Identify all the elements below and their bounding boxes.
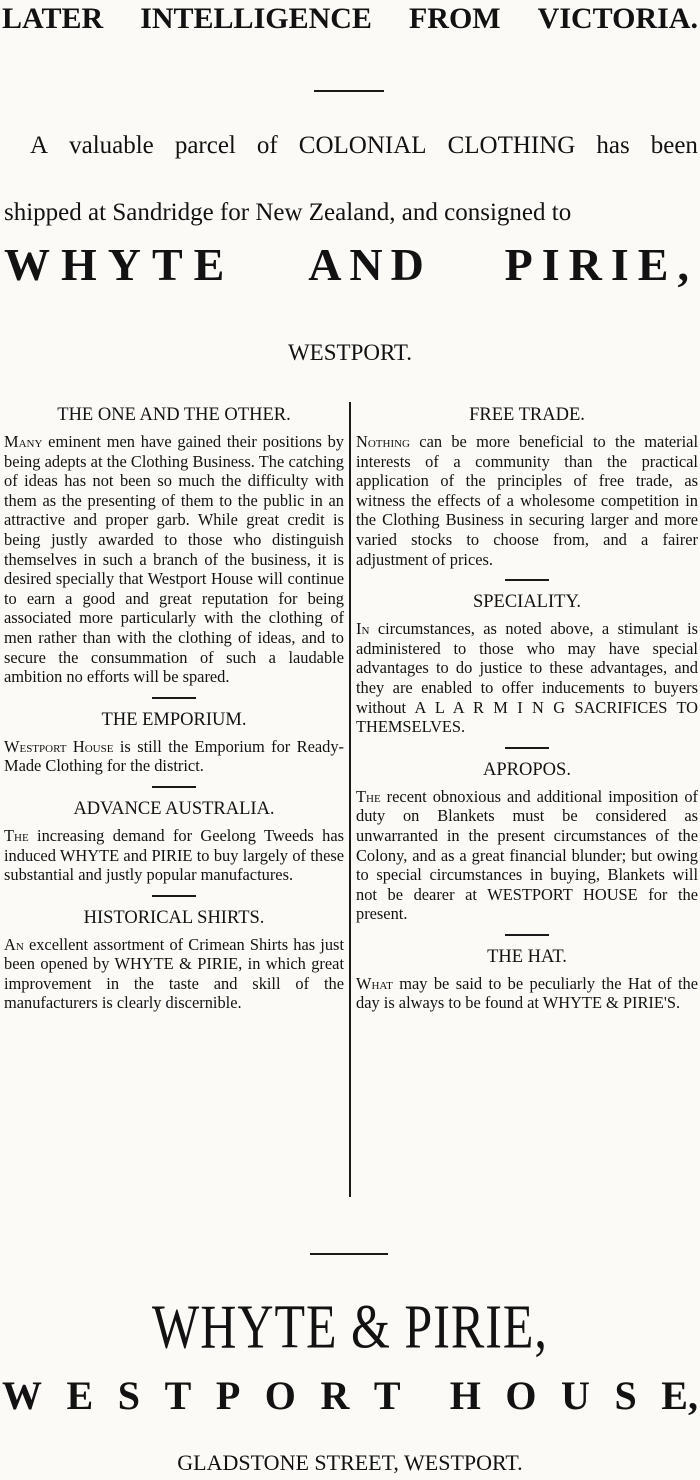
section-body (356, 974, 698, 1013)
house-letter: O (505, 1373, 537, 1418)
house-letter: S (614, 1373, 637, 1418)
section-text: is still the Emporium for Ready-Made Clothing for the district. (4, 736, 344, 776)
section-body (356, 619, 698, 737)
intro-word: has (596, 132, 630, 159)
firm-name-top (4, 238, 698, 291)
house-letter: T (373, 1373, 401, 1418)
house-letter: E, (661, 1373, 698, 1418)
section-rule (505, 579, 549, 581)
firm-word: WHYTE (4, 239, 236, 290)
intro-line-1 (30, 132, 698, 160)
intro-word: parcel (174, 132, 236, 159)
section-rule (505, 747, 549, 749)
intro-word: been (650, 132, 698, 159)
section (356, 591, 698, 737)
right-column (356, 404, 698, 1013)
section-lead: The (356, 786, 381, 806)
house-letter: W (2, 1373, 42, 1418)
section-body (356, 432, 698, 569)
house-letter: E (66, 1373, 94, 1418)
intro-word: valuable (69, 132, 154, 159)
intro-word: CLOTHING (447, 132, 576, 159)
section-lead: Westport House (4, 736, 114, 756)
section-title: THE EMPORIUM. (101, 709, 247, 730)
house-letter: T (164, 1373, 192, 1418)
firm-word: PIRIE, (504, 239, 698, 290)
section (4, 907, 344, 1013)
house-letter: H (449, 1373, 481, 1418)
section-rule (152, 697, 196, 699)
section-title: SPECIALITY. (472, 592, 582, 613)
intro-word: A (30, 132, 49, 159)
house-letter: O (264, 1373, 296, 1418)
headline-rule (314, 90, 384, 92)
section-text: eminent men have gained their positions by being adepts at the Clothing Business. The catching of ideas has not been so much the difficulty with them as the presenting of them to the public in an attractive and proper garb. While great credit is being justly awarded to those who distinguish themselves in such a branch of the business, it is desired specially that Westport House will continue to earn a good and great reputation for being associated more particularly with the clothing of men rather than with the clothing of ideas, and to secure the consummation of such a laudable ambition no efforts will be spared. (4, 432, 344, 687)
section-title: APROPOS. (483, 759, 571, 780)
headline-word: LATER (2, 2, 104, 35)
section (4, 709, 344, 776)
town-top: WESTPORT. (287, 340, 413, 365)
section-body (4, 935, 344, 1013)
section-body (4, 432, 344, 687)
section (4, 798, 344, 885)
section-text: increasing demand for Geelong Tweeds has induced WHYTE and PIRIE to buy largely of these substantial and justly popular manufactures. (4, 825, 344, 885)
section-body (356, 787, 698, 924)
headline-word: INTELLIGENCE (140, 2, 372, 35)
headline (0, 2, 700, 36)
section-text: recent obnoxious and additional imposition of duty on Blankets must be considered as unwarranted in the present circumstances of the Colony, and as a great financial blunder; but owing to special circumstances in buying, Blankets will not be dearer at WESTPORT HOUSE for the present. (356, 786, 698, 924)
section-body (4, 737, 344, 776)
section-rule (152, 895, 196, 897)
intro-word: of (256, 132, 278, 159)
section (356, 946, 698, 1013)
section-title: HISTORICAL SHIRTS. (83, 907, 265, 928)
section (356, 759, 698, 924)
house-letter: S (117, 1373, 141, 1418)
section-rule (152, 786, 196, 788)
section-text: circumstances, as noted above, a stimulant is administered to those who may have special advantages to do justice to these advantages, and they are enabled to offer inducements to buyers without A L A R M I N G SACRIFICES TO THEMSELVES. (356, 619, 698, 737)
bottom-rule (310, 1253, 388, 1255)
section-lead: The (4, 825, 29, 845)
section-title: THE HAT. (487, 946, 567, 967)
left-column (4, 404, 344, 1013)
house-letter: U (561, 1373, 590, 1418)
westport-house (2, 1372, 698, 1419)
section (356, 404, 698, 569)
firm-name-bottom: WHYTE & PIRIE, (152, 1291, 548, 1362)
house-letter: R (320, 1373, 350, 1418)
intro-word: COLONIAL (298, 132, 427, 159)
section (4, 404, 344, 687)
section-lead: What (356, 973, 393, 993)
section-lead: Many (4, 432, 43, 451)
section-body (4, 826, 344, 885)
headline-word: VICTORIA. (537, 2, 698, 35)
headline-word: FROM (408, 2, 501, 35)
section-lead: In (356, 619, 370, 639)
house-letter: P (215, 1373, 241, 1418)
section-title: THE ONE AND THE OTHER. (57, 405, 291, 425)
section-rule (505, 934, 549, 936)
section-text: excellent assortment of Crimean Shirts has just been opened by WHYTE & PIRIE, in which great improvement in the taste and skill of the manufacturers is clearly discernible. (4, 934, 344, 1013)
intro-line-2: shipped at Sandridge for New Zealand, and consigned to (4, 199, 572, 226)
section-title: FREE TRADE. (469, 405, 585, 425)
street-address: GLADSTONE STREET, WESTPORT. (177, 1450, 523, 1475)
firm-word: AND (308, 239, 432, 290)
section-text: can be more beneficial to the material interests of a community than the practical application of the principles of free trade, as witness the effects of a wholesome competition in the Clothing Business in securing larger and more varied stocks to choose from, and a fairer adjustment of prices. (356, 432, 698, 569)
section-text: may be said to be peculiarly the Hat of the day is always to be found at WHYTE & PIRIE'S. (356, 973, 698, 1013)
section-lead: Nothing (356, 432, 410, 451)
section-title: ADVANCE AUSTRALIA. (73, 798, 275, 819)
column-divider (349, 402, 351, 1197)
section-lead: An (4, 934, 24, 954)
